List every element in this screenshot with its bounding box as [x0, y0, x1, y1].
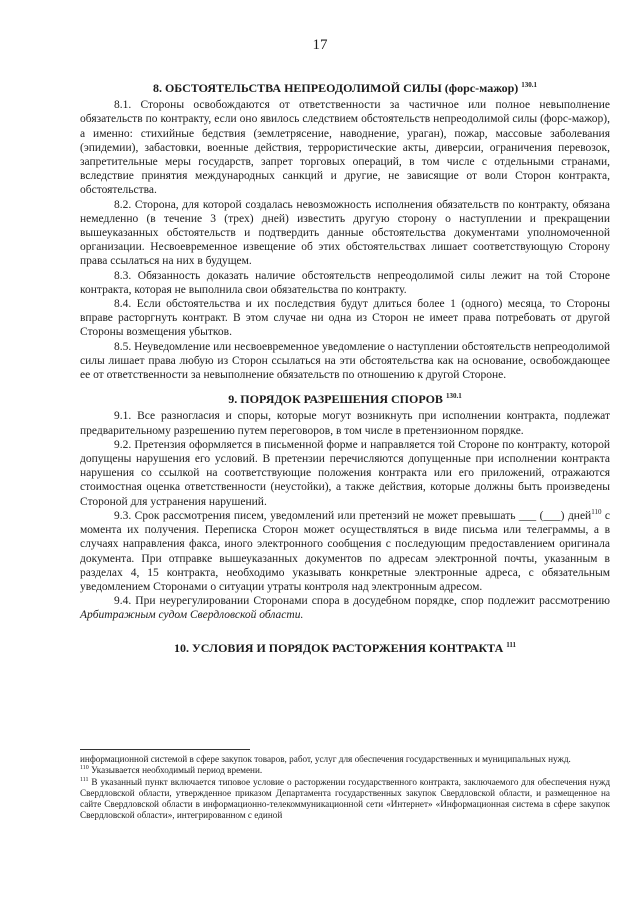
- footnote-110-text: Указывается необходимый период времени.: [88, 765, 263, 776]
- footnote-110: [80, 765, 610, 776]
- page-number: 17: [312, 37, 328, 53]
- clause-8-1: 8.1. Стороны освобождаются от ответственности за частичное или полное невыполнение обязательств по контракту, если оно явилось следствием обстоятельств непреодолимой силы (форс-мажор), а именно: стихийные бедствия (землетрясение, наводнение, ураган), пожар, массовые заболевания (эпидемии), забастовки, военные действия, террористические акты, диверсии, ограничения перевозок, запретительные меры государств, запрет торговых операций, в том числе с отдельными странами, вследствие принятия международных санкций и другие, не зависящие от воли Сторон контракта, обстоятельства.: [80, 99, 610, 197]
- footnote-111: [80, 777, 610, 822]
- clause-9-3: [80, 509, 610, 594]
- section-9-footnote-ref: 130.1: [445, 392, 462, 401]
- section-9-heading: [80, 392, 610, 406]
- clause-8-5: 8.5. Неуведомление или несвоевременное уведомление о наступлении обстоятельств непреодолимой силы лишает права любую из Сторон ссылаться на эти обстоятельства как на основание, освобождающее ее от ответственности за невыполнение обязательств по отношению к другой Стороне.: [80, 340, 610, 382]
- footnote-111-text: В указанный пункт включается типовое условие о расторжении государственного контракта, заключаемого для обеспечения нужд Свердловской области, утвержденное приказом Департамента государственных закупок Свердловской области, и размещенное на сайте Свердловской области в информационно-телекоммуникационной сети «Интернет» «Информационная система в сфере закупок Свердловской области», интегрированном с единой: [80, 776, 610, 821]
- clause-9-2: 9.2. Претензия оформляется в письменной форме и направляется той Стороне по контракту, которой допущены нарушения его условий. В претензии перечисляются допущенные при исполнении контракта нарушения со ссылкой на соответствующие положения контракта или его приложений, отражаются стоимостная оценка ответственности (неустойки), а также действия, которые должны быть произведены Стороной для устранения нарушений.: [80, 438, 610, 508]
- section-10-title: 10. УСЛОВИЯ И ПОРЯДОК РАСТОРЖЕНИЯ КОНТРАКТА: [173, 640, 504, 655]
- section-8-footnote-ref: 130.1: [521, 81, 538, 89]
- section-9-title: 9. ПОРЯДОК РАЗРЕШЕНИЯ СПОРОВ: [228, 392, 443, 407]
- clause-9-4: [80, 594, 610, 622]
- footnote-continuation: информационной системой в сфере закупок товаров, работ, услуг для обеспечения государственных и муниципальных нужд.: [80, 754, 571, 764]
- footnote-ref-110: 110: [591, 508, 602, 517]
- clause-8-2: 8.2. Сторона, для которой создалась невозможность исполнения обязательств по контракту, обязана немедленно (в течение 3 (трех) дней) известить другую сторону о наступлении и прекращении вышеуказанных обстоятельств и подтвердить данные обстоятельства документами уполномоченной организации. Несвоевременное извещение об этих обстоятельствах лишает соответствующую Сторону права ссылаться на них в будущем.: [80, 198, 610, 268]
- document-body: [80, 81, 610, 658]
- clause-9-4-text: 9.4. При неурегулировании Сторонами спора в досудебном порядке, спор подлежит рассмотрению: [114, 595, 610, 608]
- footnotes: [80, 749, 610, 822]
- court-name: Арбитражным судом Свердловской области.: [80, 609, 304, 622]
- clause-9-3-end: с момента их получения. Переписка Сторон может осуществляться в виде письма или телеграммы, а в случаях направления факса, иного электронного сообщения с последующим предоставлением оригинала документа. При отправке вышеуказанных документов по адресам электронной почты, указанным в разделах 4, 15 контракта, необходимо указывать конкретные электронные адреса, с обязательным уведомлением Сторонами о ситуации утраты контроля над электронным адресом.: [80, 509, 611, 593]
- footnote-110-marker: 110: [80, 765, 89, 772]
- clause-8-3: 8.3. Обязанность доказать наличие обстоятельств непреодолимой силы лежит на той Стороне контракта, которая не выполнила свои обязательства по контракту.: [80, 269, 610, 296]
- footnote-divider: [80, 749, 250, 750]
- section-8-title: 8. ОБСТОЯТЕЛЬСТВА НЕПРЕОДОЛИМОЙ СИЛЫ (форс-мажор): [152, 81, 519, 95]
- clause-9-3-start: 9.3. Срок рассмотрения писем, уведомлений или претензий не может превышать ___ (___) дней: [114, 509, 592, 522]
- section-10-footnote-ref: 111: [506, 640, 516, 649]
- clause-8-4: 8.4. Если обстоятельства и их последствия будут длиться более 1 (одного) месяца, то Стороны вправе расторгнуть контракт. В этом случае ни одна из Сторон не имеет права потребовать от другой Стороны возмещения убытков.: [80, 298, 610, 339]
- section-8-heading: [80, 81, 610, 95]
- section-10-heading: [80, 641, 610, 655]
- clause-9-1: 9.1. Все разногласия и споры, которые могут возникнуть при исполнении контракта, подлежат предварительному разрешению путем переговоров, в том числе в претензионном порядке.: [80, 410, 610, 437]
- footnote-111-marker: 111: [80, 776, 89, 783]
